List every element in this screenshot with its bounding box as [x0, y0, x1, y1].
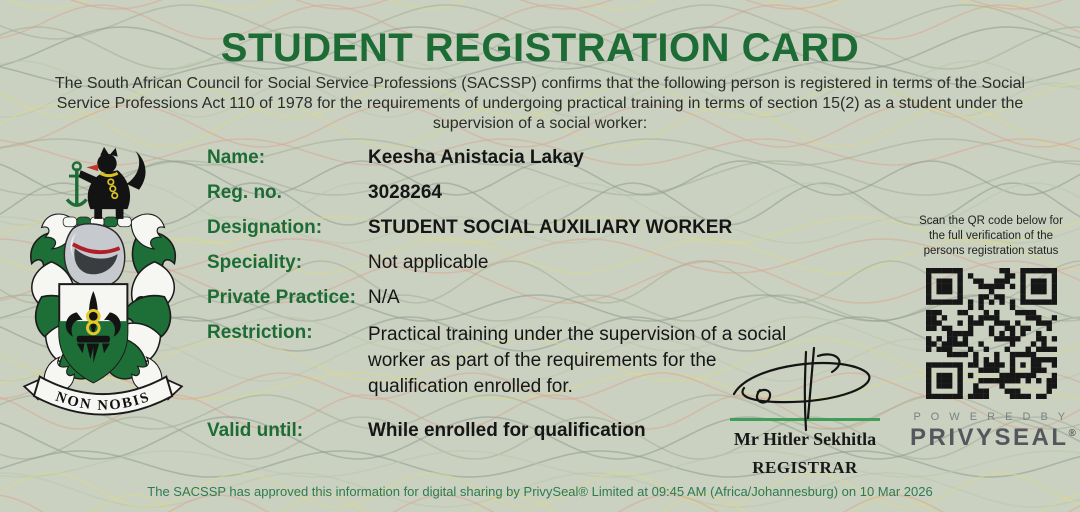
- field-value-reg-no: 3028264: [368, 182, 442, 203]
- field-row-name: [207, 147, 792, 169]
- field-row-speciality: [207, 252, 792, 274]
- field-value-name: Keesha Anistacia Lakay: [368, 147, 584, 168]
- privyseal-wordmark: PRIVYSEAL: [910, 424, 1069, 451]
- field-value-designation: STUDENT SOCIAL AUXILIARY WORKER: [368, 217, 733, 238]
- privyseal-logo: [910, 424, 1079, 452]
- powered-by-label: P O W E R E D B Y: [913, 411, 1069, 423]
- field-label-restriction: Restriction:: [207, 322, 313, 343]
- field-row-designation: [207, 217, 792, 239]
- field-label-valid-until: Valid until:: [207, 420, 304, 441]
- qr-instruction: [910, 214, 1072, 259]
- field-label-private-practice: Private Practice:: [207, 287, 356, 308]
- motto-text: NON NOBIS: [53, 388, 153, 414]
- qr-instruction-line1: Scan the QR code below for: [919, 215, 1063, 227]
- field-label-reg-no: Reg. no.: [207, 182, 282, 203]
- registered-mark: ®: [1068, 428, 1079, 439]
- approval-footer: The SACSSP has approved this information for digital sharing by PrivySeal® Limited at 09:45 AM (Africa/Johannesburg) on 10 Mar 2026: [147, 484, 933, 499]
- registrar-name: Mr Hitler Sekhitla: [733, 429, 877, 449]
- qr-verification-block: [910, 214, 1079, 452]
- field-label-speciality: Speciality:: [207, 252, 303, 273]
- qr-code[interactable]: [926, 268, 1057, 399]
- qr-instruction-line2: the full verification of the: [928, 230, 1053, 242]
- field-value-restriction: Practical training under the supervision of a social worker as part of the requirements for the qualification enrolled for.: [368, 324, 787, 397]
- motto-banner: [24, 377, 182, 415]
- intro-paragraph: The South African Council for Social Service Professions (SACSSP) confirms that the following person is registered in terms of the Social Service Professions Act 110 of 1978 for the requirements of undergoing practical training in terms of section 15(2) as a student under the supervision of a social worker:: [54, 75, 1026, 132]
- registrar-role: REGISTRAR: [752, 458, 858, 477]
- field-label-name: Name:: [207, 147, 266, 168]
- field-row-reg-no: [207, 182, 792, 204]
- field-label-designation: Designation:: [207, 217, 323, 238]
- knight-helmet: [64, 224, 124, 288]
- field-value-valid-until: While enrolled for qualification: [368, 420, 646, 441]
- lion-crest: [67, 147, 146, 219]
- registrar-signature-block: [695, 346, 915, 478]
- sacssp-coat-of-arms: [12, 143, 198, 435]
- field-row-private-practice: [207, 287, 792, 309]
- field-value-private-practice: N/A: [368, 287, 400, 308]
- qr-instruction-line3: persons registration status: [923, 245, 1059, 257]
- page-title: STUDENT REGISTRATION CARD: [220, 26, 860, 70]
- field-value-speciality: Not applicable: [368, 252, 489, 273]
